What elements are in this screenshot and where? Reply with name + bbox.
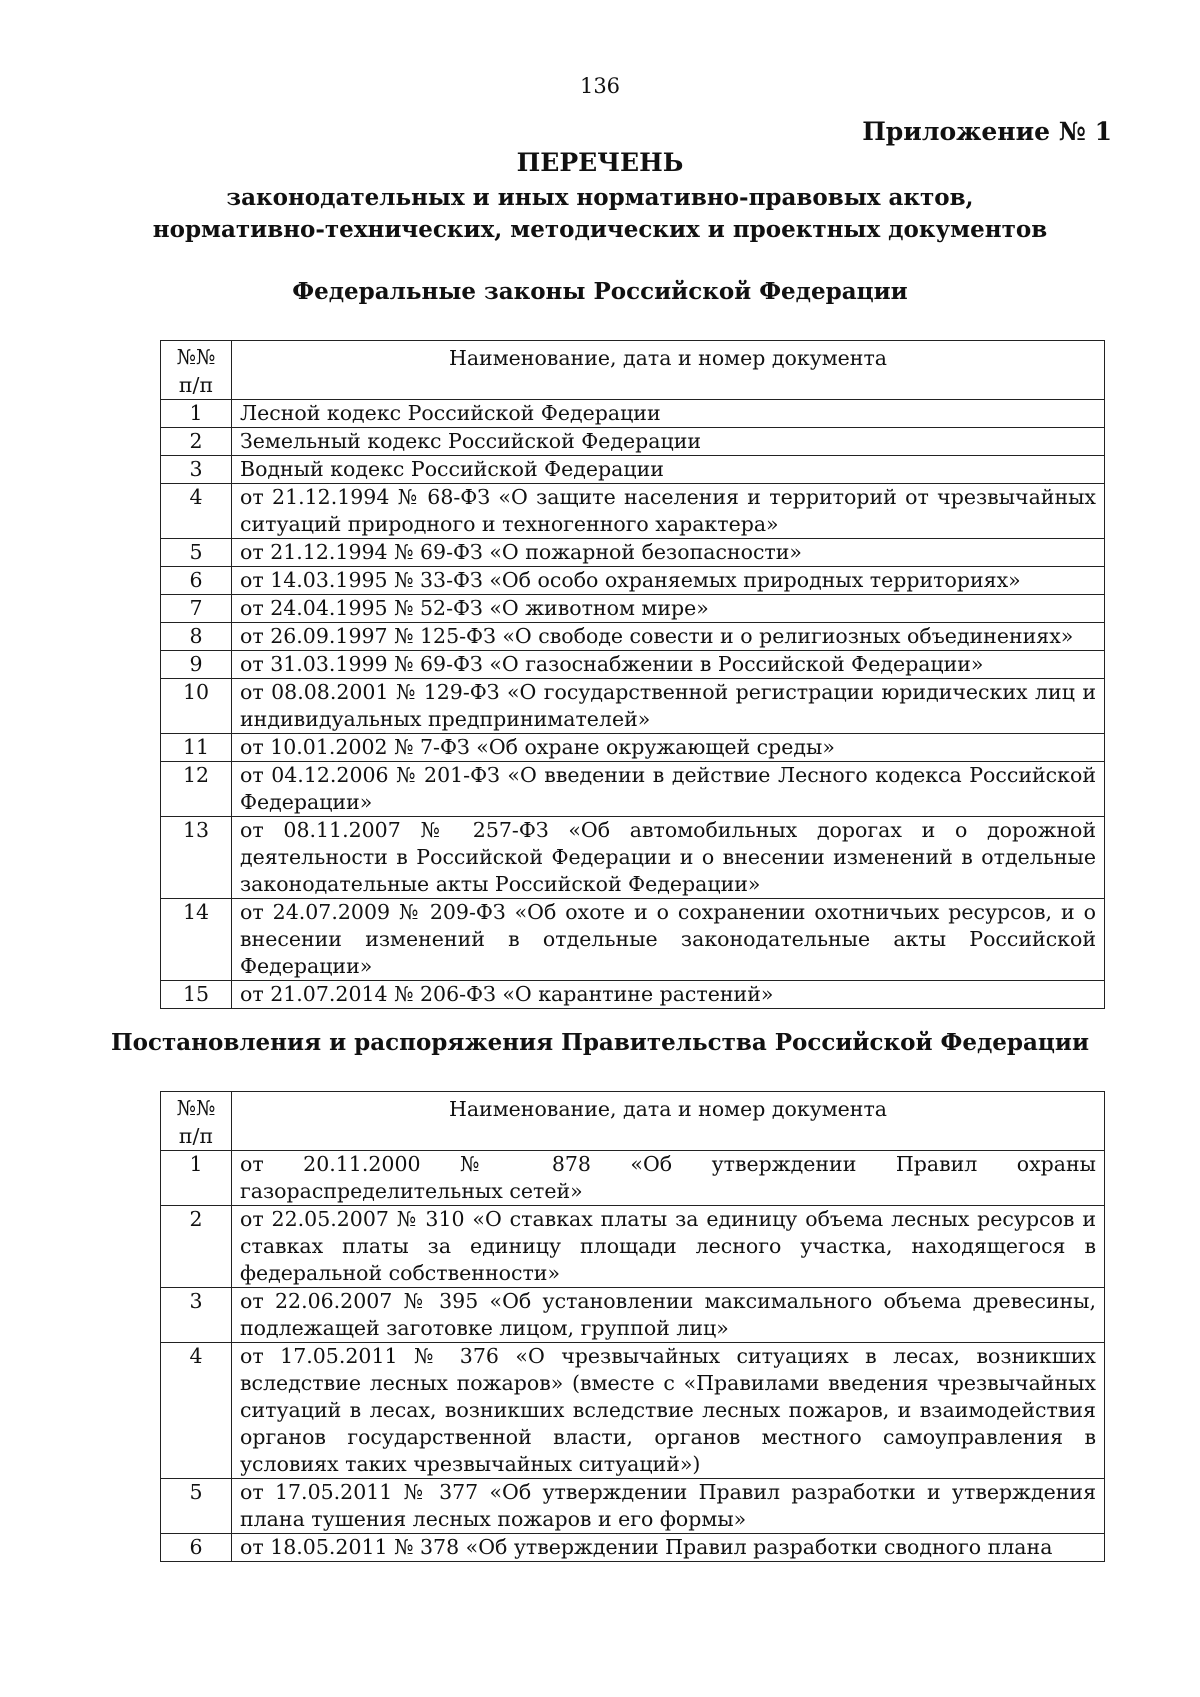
document-name: от 21.07.2014 № 206-ФЗ «О карантине растений» — [232, 981, 1105, 1009]
document-name: от 24.07.2009 № 209-ФЗ «Об охоте и о сохранении охотничьих ресурсов, и о внесении изменений в отдельные законодательные акты Российской Федерации» — [232, 899, 1105, 981]
table-header-row — [161, 1092, 1105, 1151]
document-name: от 08.11.2007 № 257-ФЗ «Об автомобильных дорогах и о дорожной деятельности в Российской Федерации и о внесении изменений в отдельные законодательные акты Российской Федерации» — [232, 817, 1105, 899]
table-row — [161, 539, 1105, 567]
row-number: 11 — [161, 734, 232, 762]
table-row — [161, 595, 1105, 623]
table-row — [161, 428, 1105, 456]
document-name: от 14.03.1995 № 33-ФЗ «Об особо охраняемых природных территориях» — [232, 567, 1105, 595]
document-name: от 17.05.2011 № 377 «Об утверждении Правил разработки и утверждения плана тушения лесных пожаров и его формы» — [232, 1479, 1105, 1534]
table-row — [161, 1534, 1105, 1562]
document-name: от 20.11.2000 № 878 «Об утверждении Правил охраны газораспределительных сетей» — [232, 1151, 1105, 1206]
table-header-row — [161, 341, 1105, 400]
document-name: от 04.12.2006 № 201-ФЗ «О введении в действие Лесного кодекса Российской Федерации» — [232, 762, 1105, 817]
appendix-label: Приложение № 1 — [862, 117, 1112, 146]
row-number: 13 — [161, 817, 232, 899]
table-row — [161, 623, 1105, 651]
row-number: 4 — [161, 1343, 232, 1479]
row-number: 10 — [161, 679, 232, 734]
row-number: 6 — [161, 1534, 232, 1562]
row-number: 2 — [161, 1206, 232, 1288]
column-header-number: №№ п/п — [161, 341, 232, 400]
document-name: от 21.12.1994 № 68-ФЗ «О защите населения и территорий от чрезвычайных ситуаций природного и техногенного характера» — [232, 484, 1105, 539]
table-row — [161, 817, 1105, 899]
row-number: 14 — [161, 899, 232, 981]
document-name: от 18.05.2011 № 378 «Об утверждении Правил разработки сводного плана — [232, 1534, 1105, 1562]
table-row — [161, 1479, 1105, 1534]
subtitle-line-1: законодательных и иных нормативно-правовых актов, — [226, 184, 974, 211]
document-name: от 24.04.1995 № 52-ФЗ «О животном мире» — [232, 595, 1105, 623]
column-header-name: Наименование, дата и номер документа — [232, 341, 1105, 400]
row-number: 3 — [161, 1288, 232, 1343]
row-number: 6 — [161, 567, 232, 595]
row-number: 1 — [161, 400, 232, 428]
table-row — [161, 679, 1105, 734]
table-row — [161, 1206, 1105, 1288]
document-name: от 22.05.2007 № 310 «О ставках платы за единицу объема лесных ресурсов и ставках платы за единицу площади лесного участка, находящегося в федеральной собственности» — [232, 1206, 1105, 1288]
section-heading-government-decrees: Постановления и распоряжения Правительства Российской Федерации — [110, 1029, 1090, 1056]
table-row — [161, 734, 1105, 762]
row-number: 5 — [161, 1479, 232, 1534]
table-row — [161, 1288, 1105, 1343]
table-row — [161, 1151, 1105, 1206]
document-name: от 22.06.2007 № 395 «Об установлении максимального объема древесины, подлежащей заготовке лицом, группой лиц» — [232, 1288, 1105, 1343]
row-number: 8 — [161, 623, 232, 651]
document-name: от 08.08.2001 № 129-ФЗ «О государственной регистрации юридических лиц и индивидуальных предпринимателей» — [232, 679, 1105, 734]
table-row — [161, 651, 1105, 679]
row-number: 15 — [161, 981, 232, 1009]
row-number: 12 — [161, 762, 232, 817]
document-name: Земельный кодекс Российской Федерации — [232, 428, 1105, 456]
table-row — [161, 456, 1105, 484]
document-name: от 17.05.2011 № 376 «О чрезвычайных ситуациях в лесах, возникших вследствие лесных пожаров» (вместе с «Правилами введения чрезвычайных ситуаций в лесах, возникших вследствие лесных пожаров, и взаимодействия органов государственной власти, органов местного самоуправления в условиях таких чрезвычайных ситуаций») — [232, 1343, 1105, 1479]
column-header-number: №№ п/п — [161, 1092, 232, 1151]
federal-laws-table — [160, 340, 1105, 1009]
document-title: ПЕРЕЧЕНЬ — [516, 148, 684, 177]
table-row — [161, 484, 1105, 539]
document-name: от 10.01.2002 № 7-ФЗ «Об охране окружающей среды» — [232, 734, 1105, 762]
page-number: 136 — [579, 74, 621, 98]
table-row — [161, 981, 1105, 1009]
row-number: 4 — [161, 484, 232, 539]
row-number: 5 — [161, 539, 232, 567]
document-name: Водный кодекс Российской Федерации — [232, 456, 1105, 484]
row-number: 2 — [161, 428, 232, 456]
subtitle-line-2: нормативно-технических, методических и проектных документов — [152, 216, 1048, 243]
document-name: от 26.09.1997 № 125-ФЗ «О свободе совести и о религиозных объединениях» — [232, 623, 1105, 651]
column-header-name: Наименование, дата и номер документа — [232, 1092, 1105, 1151]
document-name: Лесной кодекс Российской Федерации — [232, 400, 1105, 428]
table-row — [161, 1343, 1105, 1479]
document-name: от 31.03.1999 № 69-ФЗ «О газоснабжении в Российской Федерации» — [232, 651, 1105, 679]
row-number: 1 — [161, 1151, 232, 1206]
table-row — [161, 567, 1105, 595]
government-decrees-table — [160, 1091, 1105, 1562]
table-row — [161, 762, 1105, 817]
section-heading-federal-laws: Федеральные законы Российской Федерации — [292, 278, 908, 305]
row-number: 3 — [161, 456, 232, 484]
document-name: от 21.12.1994 № 69-ФЗ «О пожарной безопасности» — [232, 539, 1105, 567]
row-number: 7 — [161, 595, 232, 623]
row-number: 9 — [161, 651, 232, 679]
table-row — [161, 899, 1105, 981]
table-row — [161, 400, 1105, 428]
